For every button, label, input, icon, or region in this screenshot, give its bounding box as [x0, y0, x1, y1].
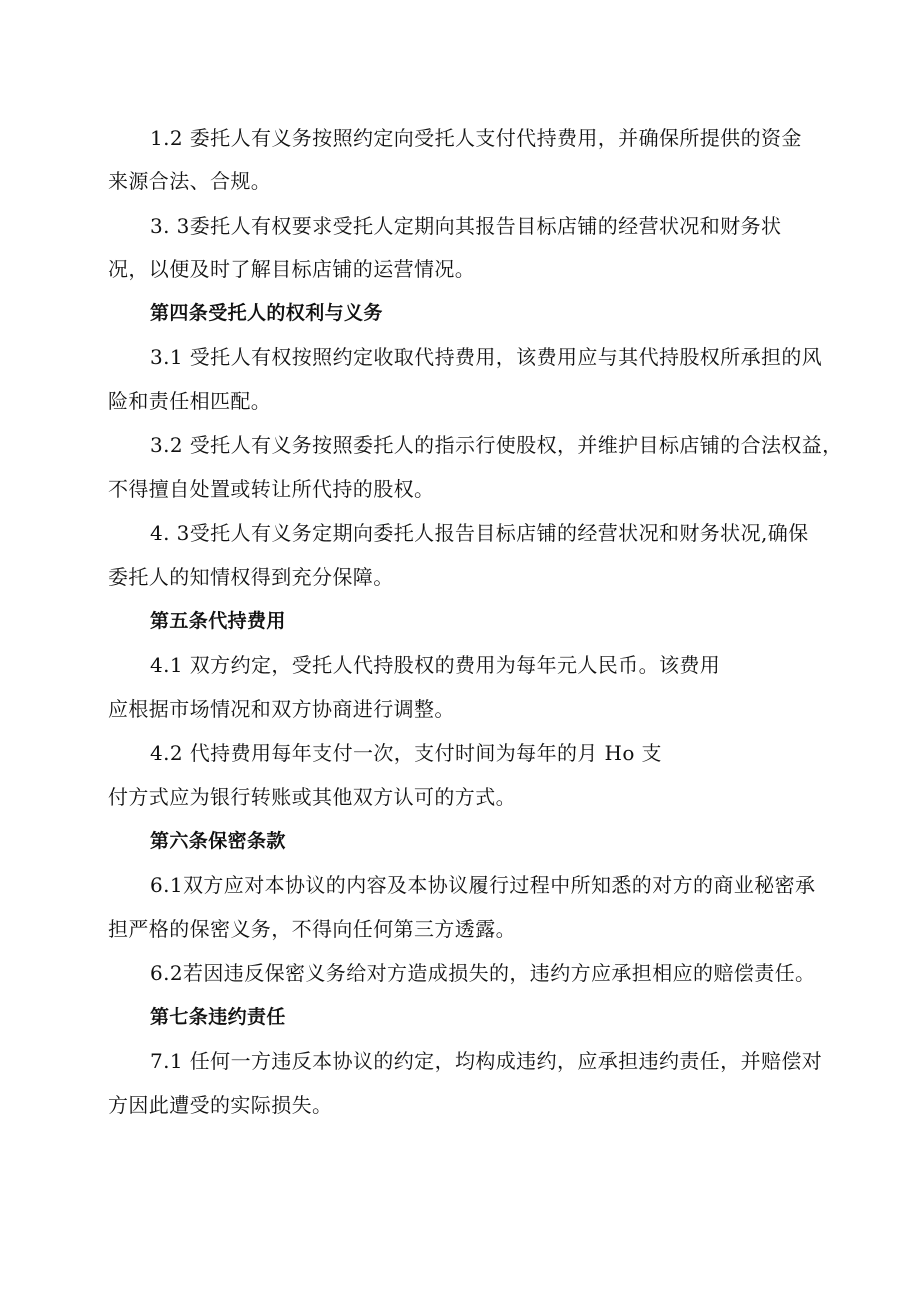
clause-6-1-line-1: 6.1双方应对本协议的内容及本协议履行过程中所知悉的对方的商业秘密承 — [150, 873, 816, 897]
clause-1-2-line-1: 1.2 委托人有义务按照约定向受托人支付代持费用，并确保所提供的资金 — [150, 126, 802, 150]
clause-6-1-line-2: 担严格的保密义务，不得向任何第三方透露。 — [108, 917, 516, 941]
section-heading-4: 第四条受托人的权利与义务 — [150, 302, 383, 324]
clause-4-2-line-2: 付方式应为银行转账或其他双方认可的方式。 — [108, 785, 516, 809]
clause-3-1-line-2: 险和责任相匹配。 — [108, 389, 272, 413]
section-heading-7: 第七条违约责任 — [150, 1006, 286, 1028]
section-heading-6: 第六条保密条款 — [150, 830, 286, 852]
clause-3-3-line-1: 3. 3委托人有权要求受托人定期向其报告目标店铺的经营状况和财务状 — [150, 214, 782, 238]
clause-4-1-line-2: 应根据市场情况和双方协商进行调整。 — [108, 697, 455, 721]
clause-3-2-line-2: 不得擅自处置或转让所代持的股权。 — [108, 477, 435, 501]
clause-3-1-line-1: 3.1 受托人有权按照约定收取代持费用，该费用应与其代持股权所承担的风 — [150, 345, 823, 369]
clause-3-2-line-1: 3.2 受托人有义务按照委托人的指示行使股权，并维护目标店铺的合法权益， — [150, 433, 843, 457]
clause-6-2-line-1: 6.2若因违反保密义务给对方造成损失的，违约方应承担相应的赔偿责任。 — [150, 961, 816, 985]
clause-4-1-line-1: 4.1 双方约定，受托人代持股权的费用为每年元人民币。该费用 — [150, 653, 721, 677]
clause-4-3-line-1: 4. 3受托人有义务定期向委托人报告目标店铺的经营状况和财务状况,确保 — [150, 521, 809, 545]
clause-1-2-line-2: 来源合法、合规。 — [108, 169, 272, 193]
clause-4-3-line-2: 委托人的知情权得到充分保障。 — [108, 565, 394, 589]
clause-3-3-line-2: 况，以便及时了解目标店铺的运营情况。 — [108, 257, 476, 281]
clause-4-2-line-1: 4.2 代持费用每年支付一次，支付时间为每年的月 Ho 支 — [150, 741, 662, 765]
section-heading-5: 第五条代持费用 — [150, 610, 286, 632]
clause-7-1-line-2: 方因此遭受的实际损失。 — [108, 1093, 333, 1117]
clause-7-1-line-1: 7.1 任何一方违反本协议的约定，均构成违约，应承担违约责任，并赔偿对 — [150, 1049, 823, 1073]
